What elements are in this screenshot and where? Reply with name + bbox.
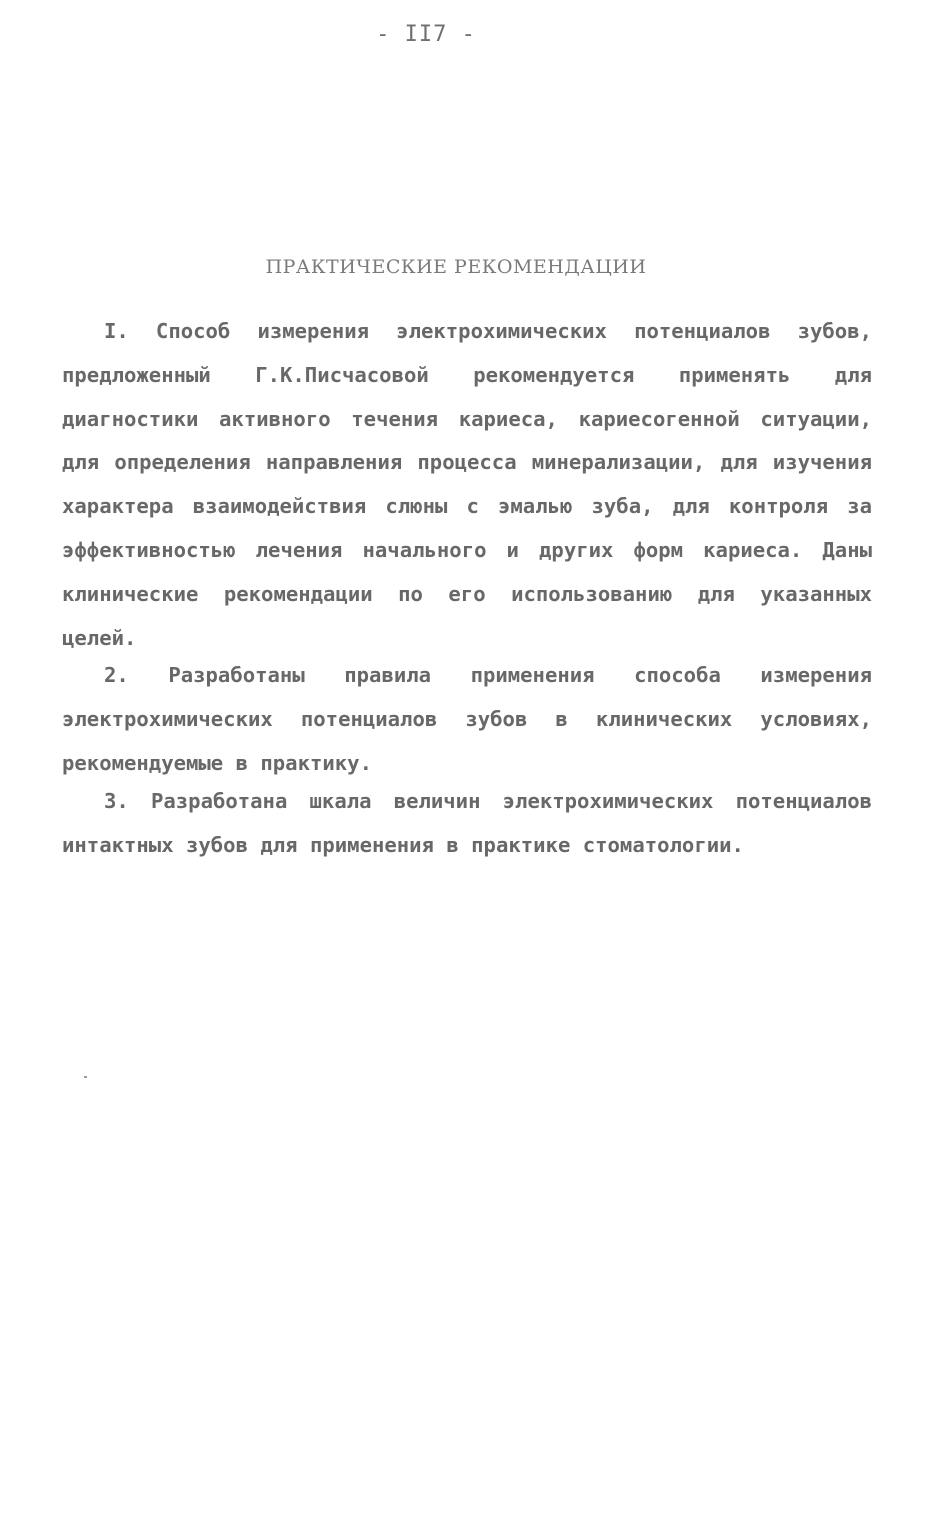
recommendation-paragraph-1: I. Способ измерения электрохимических потенциалов зубов, предложенный Г.К.Писчасовой рекомендуется применять для диагностики активного течения кариеса, кариесогенной ситуации, для определения направления процесса минерализации, для изучения характера взаимодействия слюны с эмалью зуба, для контроля за эффективностью лечения начального и других форм кариеса. Даны клинические рекомендации по его использованию для указанных целей. <box>62 319 872 650</box>
page-number: - II7 - <box>376 22 476 47</box>
recommendation-paragraph-3: 3. Разработана шкала величин электрохимических потенциалов интактных зубов для применения в практике стоматологии. <box>62 789 872 857</box>
scan-speck <box>84 1076 87 1078</box>
section-heading: ПРАКТИЧЕСКИЕ РЕКОМЕНДАЦИИ <box>265 256 647 278</box>
recommendation-paragraph-2: 2. Разработаны правила применения способа измерения электрохимических потенциалов зубов в клинических условиях, рекомендуемые в практику. <box>62 663 872 775</box>
